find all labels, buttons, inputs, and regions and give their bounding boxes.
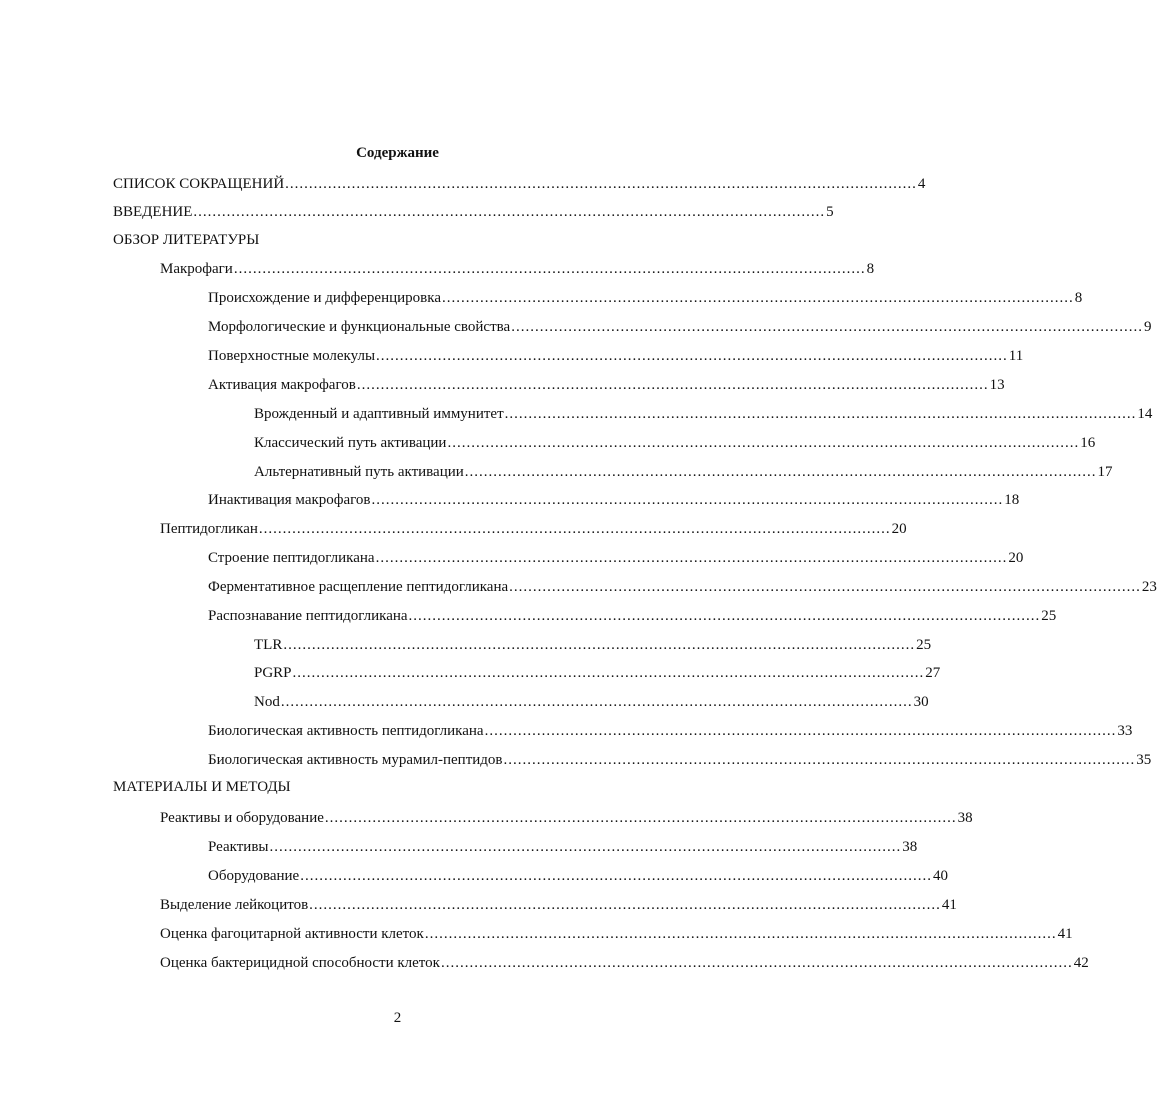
toc-entry (208, 606, 1057, 626)
toc-entry (208, 721, 1133, 741)
toc-entry-page: 11 (1008, 348, 1024, 364)
toc-entry (113, 202, 834, 222)
toc-entry-label: Биологическая активность пептидогликана (208, 723, 484, 739)
toc-entry-label: Nod (254, 694, 280, 710)
toc-entry-page: 38 (957, 810, 973, 826)
toc-leader-dots: ..................................................................................................................................... (309, 897, 941, 913)
toc-entry-label: Ферментативное расщепление пептидогликана (208, 579, 509, 595)
toc-entry-page: 13 (989, 377, 1005, 393)
toc-entry-page: 18 (1004, 492, 1020, 508)
toc-entry-label: Реактивы (208, 839, 269, 855)
toc-entry (208, 490, 1020, 510)
toc-leader-dots: ..................................................................................................................................... (376, 348, 1008, 364)
toc-entry-page: 4 (917, 176, 926, 192)
toc-leader-dots: ..................................................................................................................................... (280, 694, 913, 710)
toc-leader-dots: ..................................................................................................................................... (464, 464, 1097, 480)
toc-leader-dots: ..................................................................................................................................... (371, 492, 1004, 508)
toc-entry (160, 924, 1073, 944)
toc-entry-page: 20 (891, 521, 907, 537)
toc-entry (208, 375, 1005, 395)
toc-entry-page: 9 (1143, 319, 1152, 335)
toc-entry-label: Активация макрофагов (208, 377, 356, 393)
toc-entry-page: 41 (1057, 926, 1073, 942)
toc-entry-page: 25 (1041, 608, 1057, 624)
toc-entry-label: Инактивация макрофагов (208, 492, 371, 508)
toc-leader-dots: ..................................................................................................................................... (300, 868, 932, 884)
toc-entry (254, 692, 929, 712)
toc-entry-label: Классический путь активации (254, 435, 447, 451)
toc-leader-dots: ..................................................................................................................................... (484, 723, 1117, 739)
toc-entry-label: Поверхностные молекулы (208, 348, 376, 364)
toc-entry (113, 174, 926, 194)
toc-entry-label: Макрофаги (160, 261, 233, 277)
toc-entry-label: Выделение лейкоцитов (160, 897, 309, 913)
toc-entry-page: 25 (916, 637, 932, 653)
toc-leader-dots: ..................................................................................................................................... (283, 637, 916, 653)
toc-entry-page: 38 (902, 839, 918, 855)
toc-leader-dots: ..................................................................................................................................... (504, 406, 1137, 422)
toc-section-heading: ОБЗОР ЛИТЕРАТУРЫ (113, 232, 260, 248)
toc-entry (160, 953, 1089, 973)
toc-entry-page: 5 (826, 204, 834, 220)
toc-entry (254, 433, 1096, 453)
toc-entry-page: 17 (1097, 464, 1113, 480)
toc-entry (208, 288, 1083, 308)
toc-entry-page: 8 (1074, 290, 1083, 306)
page-number: 2 (393, 1010, 402, 1026)
toc-entry-page: 40 (932, 868, 948, 884)
toc-entry (160, 895, 957, 915)
toc-entry (208, 548, 1024, 568)
toc-leader-dots: ..................................................................................................................................... (269, 839, 902, 855)
toc-leader-dots: ..................................................................................................................................... (233, 261, 866, 277)
toc-entry (160, 519, 907, 539)
toc-entry (208, 317, 1152, 337)
toc-entry (254, 635, 932, 655)
toc-entry-label: Пептидогликан (160, 521, 258, 537)
toc-entry-label: Происхождение и дифференцировка (208, 290, 441, 306)
toc-leader-dots: ..................................................................................................................................... (441, 290, 1074, 306)
toc-leader-dots: ..................................................................................................................................... (356, 377, 989, 393)
toc-entry-label: Реактивы и оборудование (160, 810, 324, 826)
toc-entry-label: Оценка бактерицидной способности клеток (160, 955, 440, 971)
toc-entry-page: 23 (1141, 579, 1157, 595)
toc-entry (254, 404, 1153, 424)
toc-entry (160, 808, 973, 828)
toc-entry-page: 8 (866, 261, 875, 277)
toc-entry (208, 750, 1152, 770)
toc-entry (254, 462, 1113, 482)
toc-leader-dots: ..................................................................................................................................... (511, 319, 1143, 335)
toc-leader-dots: ..................................................................................................................................... (503, 752, 1136, 768)
toc-entry-label: Врожденный и адаптивный иммунитет (254, 406, 504, 422)
toc-entry-page: 41 (941, 897, 957, 913)
toc-entry-page: 14 (1137, 406, 1153, 422)
toc-entry-label: СПИСОК СОКРАЩЕНИЙ (113, 176, 285, 192)
toc-leader-dots: ..................................................................................................................................... (424, 926, 1057, 942)
toc-entry (208, 837, 918, 857)
toc-entry-page: 33 (1117, 723, 1133, 739)
toc-entry-label: Оценка фагоцитарной активности клеток (160, 926, 424, 942)
toc-entry-page: 27 (925, 665, 941, 681)
toc-entry-label: Морфологические и функциональные свойства (208, 319, 511, 335)
toc-entry (160, 259, 875, 279)
toc-leader-dots: ..................................................................................................................................... (258, 521, 891, 537)
toc-entry-page: 20 (1008, 550, 1024, 566)
toc-entry-page: 35 (1136, 752, 1152, 768)
toc-entry-label: Биологическая активность мурамил-пептидов (208, 752, 503, 768)
toc-entry-label: Оборудование (208, 868, 300, 884)
toc-leader-dots: ..................................................................................................................................... (440, 955, 1073, 971)
toc-entry (208, 346, 1024, 366)
toc-entry-label: PGRP (254, 665, 292, 681)
toc-entry-page: 30 (913, 694, 929, 710)
toc-entry (208, 577, 1157, 597)
toc-entry-label: Строение пептидогликана (208, 550, 375, 566)
toc-entry-page: 16 (1080, 435, 1096, 451)
toc-entry-label: Распознавание пептидогликана (208, 608, 408, 624)
toc-section-heading: МАТЕРИАЛЫ И МЕТОДЫ (113, 779, 291, 795)
page-title: Содержание (356, 145, 439, 161)
toc-leader-dots: ..................................................................................................................................... (408, 608, 1041, 624)
toc-leader-dots: ..................................................................................................................................... (193, 204, 826, 220)
toc-entry-label: TLR (254, 637, 283, 653)
toc-entry (208, 866, 948, 886)
toc-entry (254, 663, 941, 683)
toc-leader-dots: ..................................................................................................................................... (324, 810, 957, 826)
toc-leader-dots: ..................................................................................................................................... (375, 550, 1008, 566)
toc-leader-dots: ..................................................................................................................................... (509, 579, 1141, 595)
toc-leader-dots: ..................................................................................................................................... (285, 176, 917, 192)
toc-leader-dots: ..................................................................................................................................... (292, 665, 925, 681)
toc-entry-page: 42 (1073, 955, 1089, 971)
toc-leader-dots: ..................................................................................................................................... (447, 435, 1080, 451)
toc-entry-label: Альтернативный путь активации (254, 464, 464, 480)
toc-entry-label: ВВЕДЕНИЕ (113, 204, 193, 220)
